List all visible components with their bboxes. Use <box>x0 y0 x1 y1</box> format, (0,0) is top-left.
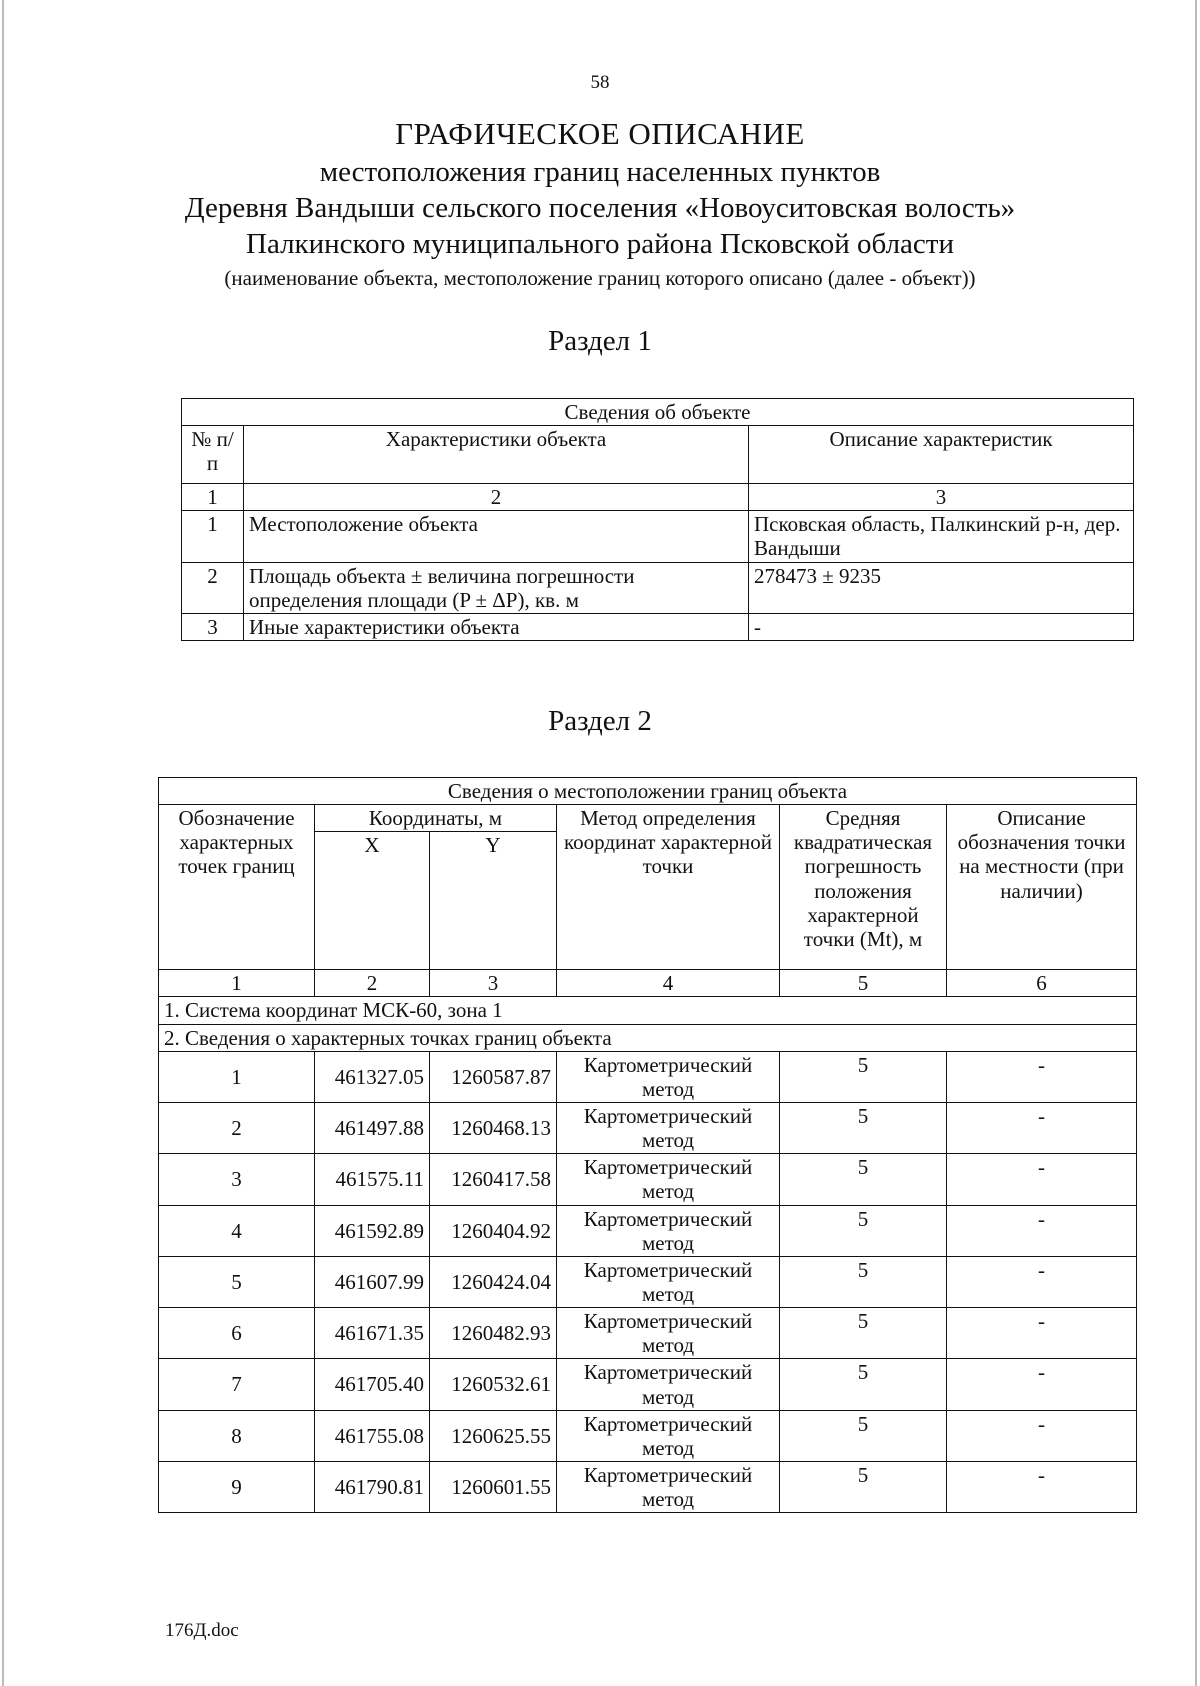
row-characteristic: Иные характеристики объекта <box>244 613 749 640</box>
point-terrain: - <box>947 1461 1137 1512</box>
point-y: 1260404.92 <box>430 1205 557 1256</box>
point-terrain: - <box>947 1359 1137 1410</box>
header-num: № п/п <box>182 426 244 484</box>
point-method: Картометрический метод <box>557 1256 780 1307</box>
header-x: X <box>315 832 430 970</box>
point-y: 1260625.55 <box>430 1410 557 1461</box>
document-title <box>0 115 1200 291</box>
system-row <box>159 997 1137 1024</box>
table-row <box>159 1308 1137 1359</box>
point-terrain: - <box>947 1051 1137 1102</box>
point-number: 2 <box>159 1102 315 1153</box>
point-method: Картометрический метод <box>557 1102 780 1153</box>
column-number-row <box>159 970 1137 997</box>
point-y: 1260482.93 <box>430 1308 557 1359</box>
point-y: 1260601.55 <box>430 1461 557 1512</box>
row-description: 278473 ± 9235 <box>749 562 1134 613</box>
point-number: 9 <box>159 1461 315 1512</box>
header-designation: Обозначение характерных точек границ <box>159 805 315 970</box>
point-error: 5 <box>780 1154 947 1205</box>
point-number: 1 <box>159 1051 315 1102</box>
table-row <box>159 1461 1137 1512</box>
row-description: - <box>749 613 1134 640</box>
point-method: Картометрический метод <box>557 1461 780 1512</box>
header-coords: Координаты, м <box>315 805 557 832</box>
table-row <box>159 1102 1137 1153</box>
point-terrain: - <box>947 1256 1137 1307</box>
point-terrain: - <box>947 1205 1137 1256</box>
page-number: 58 <box>590 72 610 93</box>
row-num: 2 <box>182 562 244 613</box>
section-1-heading: Раздел 1 <box>548 325 652 357</box>
point-number: 3 <box>159 1154 315 1205</box>
table-title-row <box>182 399 1134 426</box>
table-row <box>159 1410 1137 1461</box>
point-x: 461755.08 <box>315 1410 430 1461</box>
point-error: 5 <box>780 1256 947 1307</box>
col-num: 3 <box>430 970 557 997</box>
table-row <box>159 1154 1137 1205</box>
col-num: 1 <box>159 970 315 997</box>
point-x: 461705.40 <box>315 1359 430 1410</box>
point-error: 5 <box>780 1051 947 1102</box>
point-x: 461592.89 <box>315 1205 430 1256</box>
point-error: 5 <box>780 1461 947 1512</box>
col-num: 4 <box>557 970 780 997</box>
table-row <box>159 1205 1137 1256</box>
header-method: Метод определения координат характерной точки <box>557 805 780 970</box>
title-line-4: Палкинского муниципального района Псковской области <box>246 228 954 261</box>
table-row <box>182 562 1134 613</box>
point-terrain: - <box>947 1410 1137 1461</box>
header-characteristic: Характеристики объекта <box>244 426 749 484</box>
table-row <box>182 613 1134 640</box>
table-row <box>159 1359 1137 1410</box>
row-num: 3 <box>182 613 244 640</box>
point-method: Картометрический метод <box>557 1359 780 1410</box>
points-body <box>159 1051 1137 1513</box>
header-y: Y <box>430 832 557 970</box>
point-terrain: - <box>947 1308 1137 1359</box>
points-heading: 2. Сведения о характерных точках границ объекта <box>159 1024 1137 1051</box>
point-x: 461327.05 <box>315 1051 430 1102</box>
point-x: 461671.35 <box>315 1308 430 1359</box>
row-characteristic: Площадь объекта ± величина погрешности определения площади (P ± ΔP), кв. м <box>244 562 749 613</box>
coordinate-system: 1. Система координат МСК-60, зона 1 <box>159 997 1137 1024</box>
boundary-points-table <box>158 777 1137 1513</box>
header-error: Средняя квадратическая погрешность положения характерной точки (Mt), м <box>780 805 947 970</box>
col-num: 6 <box>947 970 1137 997</box>
point-x: 461607.99 <box>315 1256 430 1307</box>
point-y: 1260424.04 <box>430 1256 557 1307</box>
row-characteristic: Местоположение объекта <box>244 511 749 562</box>
points-heading-row <box>159 1024 1137 1051</box>
row-num: 1 <box>182 511 244 562</box>
col-num: 2 <box>315 970 430 997</box>
point-error: 5 <box>780 1359 947 1410</box>
point-y: 1260417.58 <box>430 1154 557 1205</box>
point-error: 5 <box>780 1410 947 1461</box>
point-number: 5 <box>159 1256 315 1307</box>
table-title: Сведения об объекте <box>182 399 1134 426</box>
point-x: 461575.11 <box>315 1154 430 1205</box>
section-2-heading: Раздел 2 <box>548 705 652 737</box>
point-method: Картометрический метод <box>557 1308 780 1359</box>
col-num: 1 <box>182 484 244 511</box>
column-number-row <box>182 484 1134 511</box>
point-method: Картометрический метод <box>557 1154 780 1205</box>
table-title: Сведения о местоположении границ объекта <box>159 778 1137 805</box>
point-error: 5 <box>780 1102 947 1153</box>
table-row <box>159 1256 1137 1307</box>
col-num: 2 <box>244 484 749 511</box>
point-method: Картометрический метод <box>557 1205 780 1256</box>
point-method: Картометрический метод <box>557 1410 780 1461</box>
table-row <box>159 1051 1137 1102</box>
point-number: 7 <box>159 1359 315 1410</box>
point-method: Картометрический метод <box>557 1051 780 1102</box>
row-description: Псковская область, Палкинский р-н, дер. Вандыши <box>749 511 1134 562</box>
point-y: 1260468.13 <box>430 1102 557 1153</box>
table-title-row <box>159 778 1137 805</box>
table-row <box>182 511 1134 562</box>
header-terrain: Описание обозначения точки на местности (при наличии) <box>947 805 1137 970</box>
point-number: 4 <box>159 1205 315 1256</box>
point-x: 461497.88 <box>315 1102 430 1153</box>
col-num: 5 <box>780 970 947 997</box>
header-row <box>159 805 1137 832</box>
point-number: 8 <box>159 1410 315 1461</box>
title-main: ГРАФИЧЕСКОЕ ОПИСАНИЕ <box>395 116 805 151</box>
title-line-2: местоположения границ населенных пунктов <box>319 155 881 188</box>
col-num: 3 <box>749 484 1134 511</box>
header-description: Описание характеристик <box>749 426 1134 484</box>
object-info-table <box>181 398 1134 641</box>
point-terrain: - <box>947 1102 1137 1153</box>
file-name: 176Д.doc <box>165 1620 239 1641</box>
point-x: 461790.81 <box>315 1461 430 1512</box>
title-note: (наименование объекта, местоположение границ которого описано (далее - объект)) <box>224 265 976 290</box>
point-y: 1260587.87 <box>430 1051 557 1102</box>
point-error: 5 <box>780 1205 947 1256</box>
title-line-3: Деревня Вандыши сельского поселения «Новоуситовская волость» <box>184 192 1016 224</box>
point-terrain: - <box>947 1154 1137 1205</box>
point-number: 6 <box>159 1308 315 1359</box>
point-y: 1260532.61 <box>430 1359 557 1410</box>
header-row <box>182 426 1134 484</box>
point-error: 5 <box>780 1308 947 1359</box>
